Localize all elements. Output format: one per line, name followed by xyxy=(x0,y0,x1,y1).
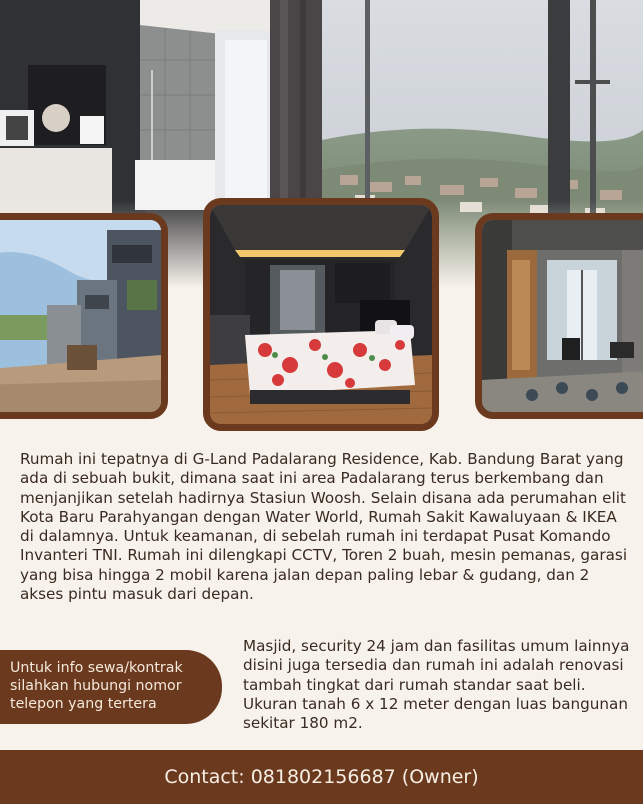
photo-bedroom xyxy=(203,198,439,431)
description-paragraph-facilities: Masjid, security 24 jam dan fasilitas umum lainnya disini juga tersedia dan rumah ini adalah renovasi tambah tingkat dari rumah standar saat beli. Ukuran tanah 6 x 12 meter dengan luas bangunan sekitar 180 m2. xyxy=(243,637,630,733)
description-paragraph-location: Rumah ini tepatnya di G-Land Padalarang Residence, Kab. Bandung Barat yang ada di sebuah bukit, dimana saat ini area Padalarang terus berkembang dan menjanjikan setelah hadirnya Stasiun Woosh. Selain disana ada perumahan elit Kota Baru Parahyangan dengan Water World, Rumah Sakit Kawaluyaan & IKEA di dalamnya. Untuk keamanan, di sebelah rumah ini terdapat Pusat Komando Invanteri TNI. Rumah ini dilengkapi CCTV, Toren 2 buah, mesin pemanas, garasi yang bisa hingga 2 mobil karena jalan depan paling lebar & gudang, dan 2 akses pintu masuk dari depan. xyxy=(20,450,628,604)
photo-street-exterior xyxy=(0,213,168,419)
photo-balcony-interior xyxy=(475,213,643,419)
contact-info-callout-text: Untuk info sewa/kontrak silahkan hubungi nomor telepon yang tertera xyxy=(10,660,183,712)
contact-info-callout xyxy=(0,650,222,724)
contact-phone-text: Contact: 081802156687 (Owner) xyxy=(164,766,479,788)
contact-footer-bar xyxy=(0,750,643,804)
